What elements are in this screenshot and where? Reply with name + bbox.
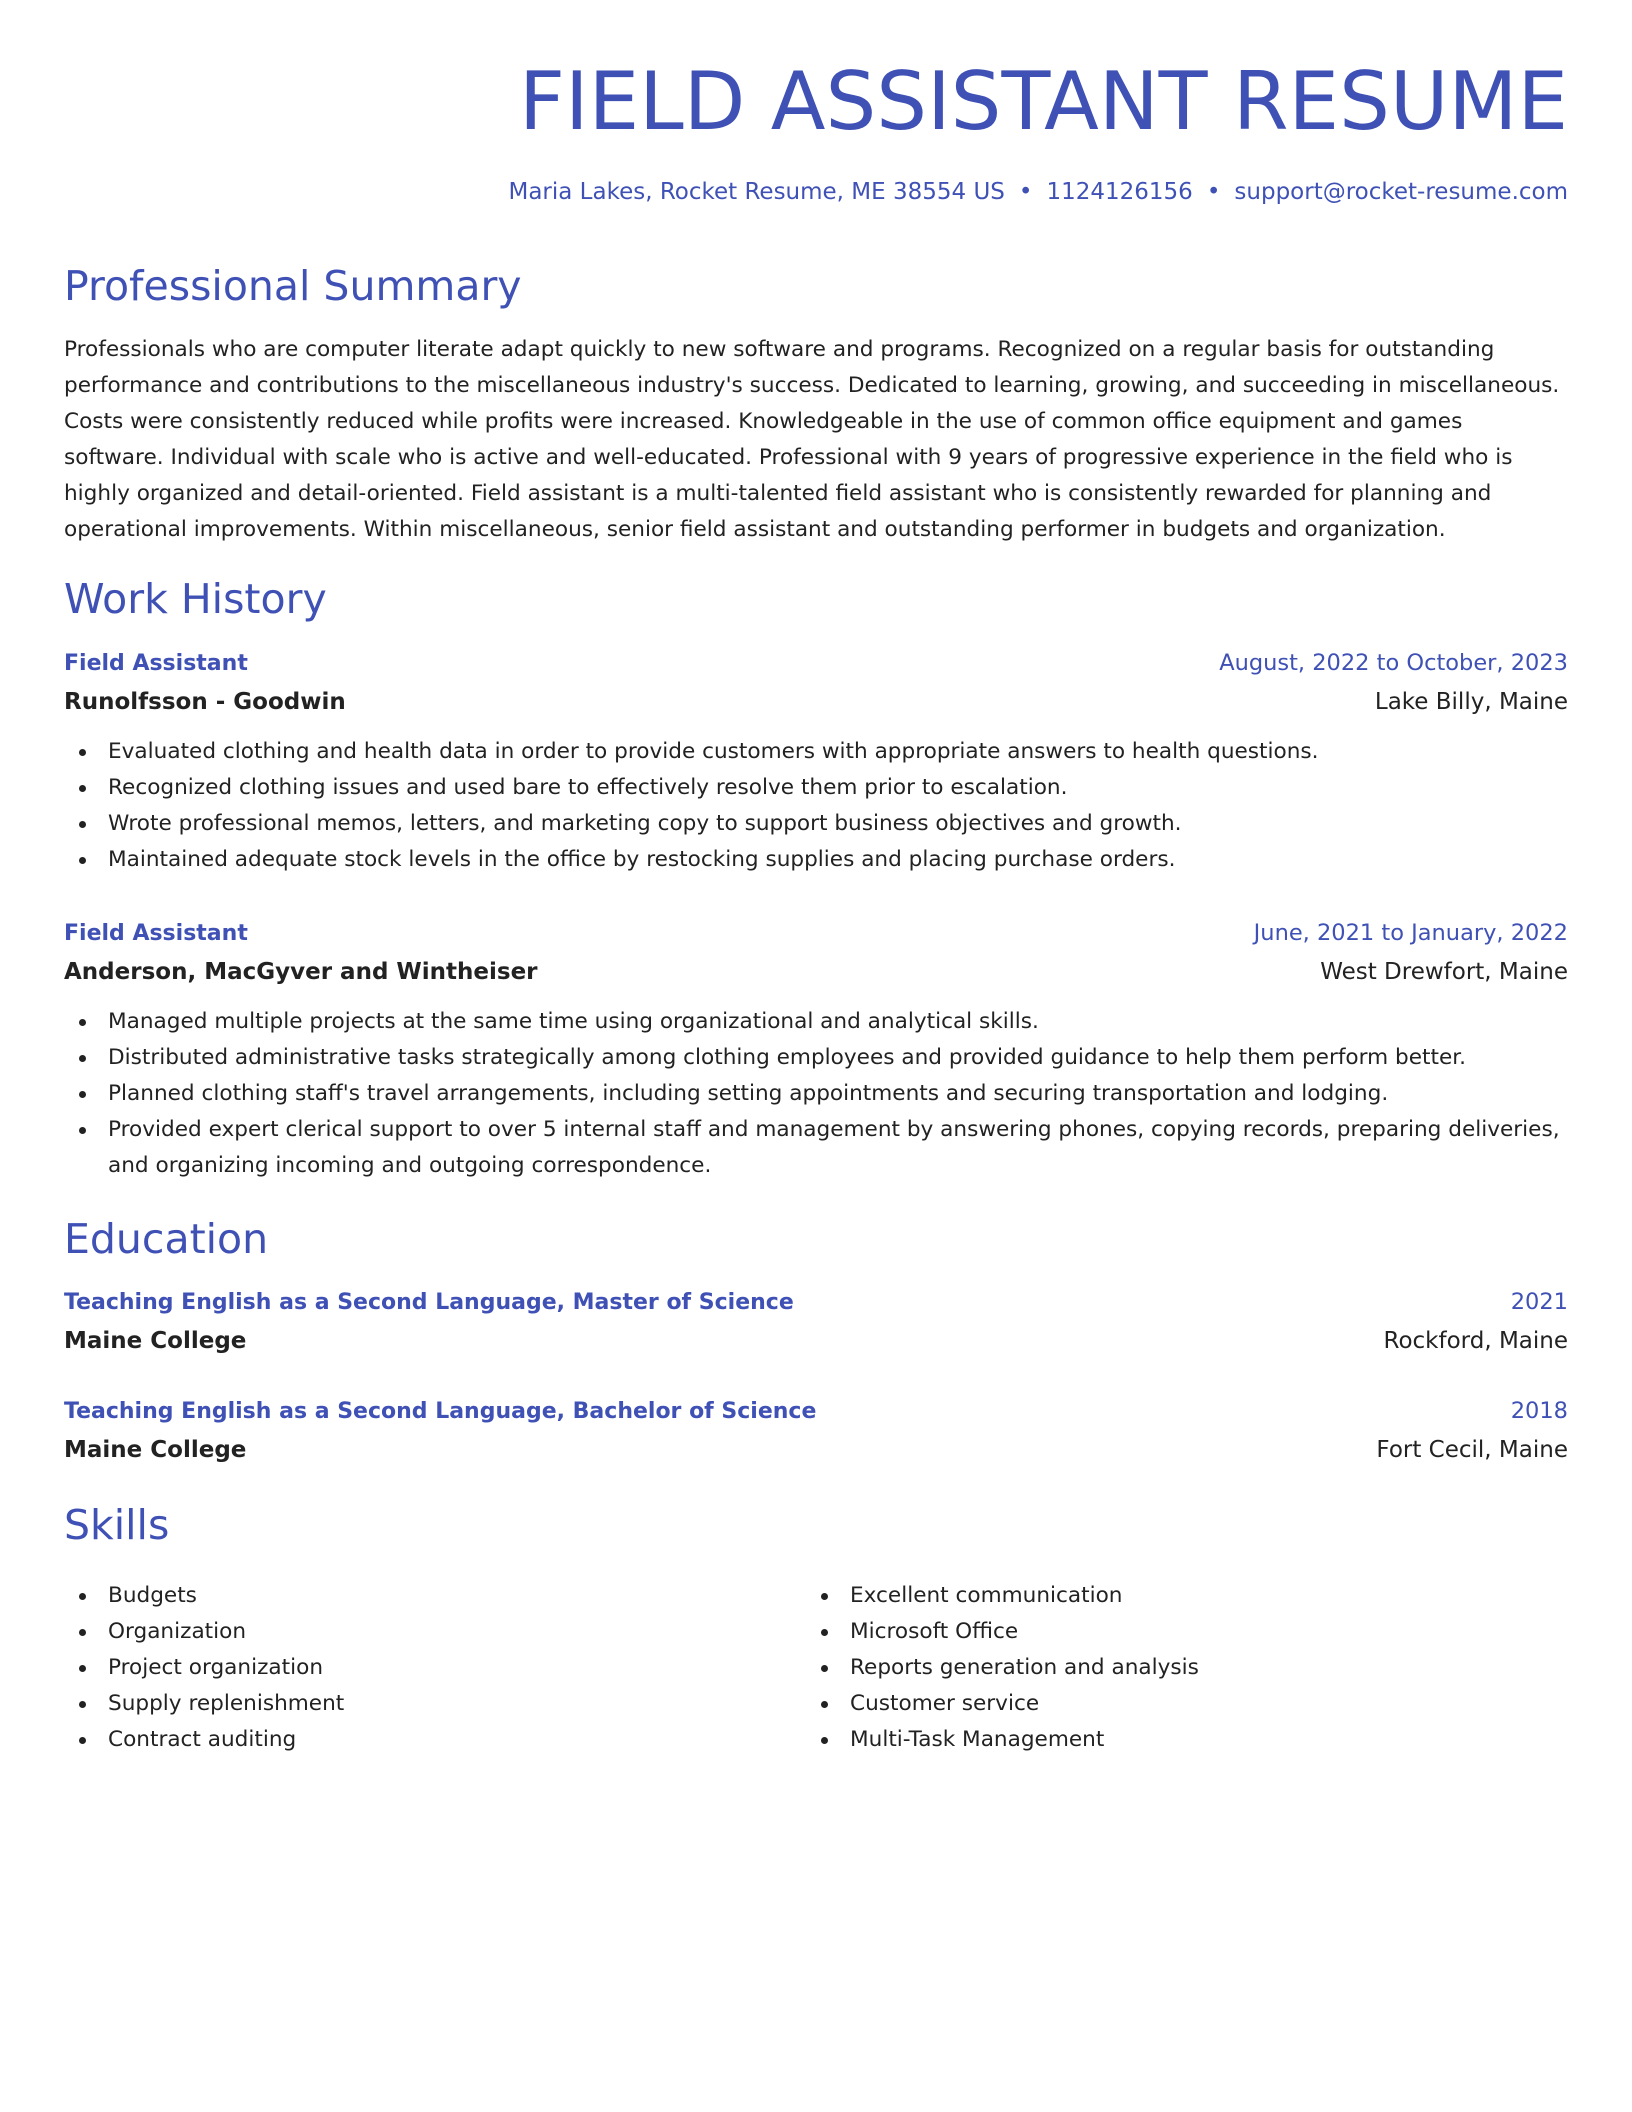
degree-name: Teaching English as a Second Language, Master of Science (64, 1290, 794, 1315)
list-item (806, 1650, 1548, 1686)
bullet-dot (79, 821, 86, 828)
bullet-dot (79, 1055, 86, 1062)
bullet-dot (821, 1629, 828, 1636)
list-item (64, 1040, 1568, 1076)
bullet-dot (79, 785, 86, 792)
job-bullets (64, 734, 1568, 878)
bullet-text: Managed multiple projects at the same time using organizational and analytical skills. (108, 1009, 1039, 1034)
bullet-text: Recognized clothing issues and used bare to effectively resolve them prior to escalation. (108, 775, 1068, 800)
school-location: Rockford, Maine (1383, 1328, 1568, 1354)
contact-phone: 1124126156 (1046, 179, 1193, 205)
list-item (64, 1112, 1568, 1184)
skill-text: Customer service (850, 1691, 1040, 1716)
bullet-dot (821, 1665, 828, 1672)
bullet-dot (79, 1701, 86, 1708)
bullet-dot (79, 1629, 86, 1636)
skills-column-right (806, 1578, 1548, 1758)
list-item (64, 734, 1568, 770)
school-location: Fort Cecil, Maine (1376, 1437, 1568, 1463)
bullet-dot (79, 1665, 86, 1672)
bullet-text: Distributed administrative tasks strategically among clothing employees and provided guidance to help them perform better. (108, 1045, 1467, 1070)
list-item (64, 1722, 806, 1758)
bullet-dot (79, 1091, 86, 1098)
list-item (64, 806, 1568, 842)
bullet-text: Evaluated clothing and health data in order to provide customers with appropriate answers to health questions. (108, 739, 1319, 764)
contact-separator: • (1206, 179, 1221, 205)
list-item (806, 1614, 1548, 1650)
skill-text: Contract auditing (108, 1727, 297, 1752)
job-dates: August, 2022 to October, 2023 (1219, 650, 1568, 676)
skills-column-left (64, 1578, 806, 1758)
contact-email[interactable]: support@rocket-resume.com (1234, 179, 1568, 205)
skill-text: Project organization (108, 1655, 324, 1680)
contact-line (508, 176, 1568, 208)
summary-text: Professionals who are computer literate adapt quickly to new software and programs. Recognized on a regular basis for outstanding performance and contributions to the miscellaneous industry's success. Dedicated to learning, growing, and succeeding in miscellaneous. Costs were consistently reduced while profits were increased. Knowledgeable in the use of common office equipment and games software. Individual with scale who is active and well-educated. Professional with 9 years of progressive experience in the field who is highly organized and detail-oriented. Field assistant is a multi-talented field assistant who is consistently rewarded for planning and operational improvements. Within miscellaneous, senior field assistant and outstanding performer in budgets and organization. (64, 337, 1560, 542)
list-item (64, 770, 1568, 806)
list-item (64, 1650, 806, 1686)
skill-text: Excellent communication (850, 1583, 1123, 1608)
skill-text: Organization (108, 1619, 247, 1644)
list-item (806, 1578, 1548, 1614)
job-location: West Drewfort, Maine (1320, 959, 1568, 985)
list-item (806, 1722, 1548, 1758)
company-name: Anderson, MacGyver and Wintheiser (64, 959, 538, 985)
summary-heading: Professional Summary (64, 262, 522, 310)
bullet-dot (79, 1019, 86, 1026)
skills-heading: Skills (64, 1501, 170, 1549)
skill-text: Multi-Task Management (850, 1727, 1105, 1752)
job-dates: June, 2021 to January, 2022 (1253, 920, 1568, 946)
bullet-dot (821, 1737, 828, 1744)
graduation-year: 2018 (1510, 1398, 1568, 1424)
contact-address: Maria Lakes, Rocket Resume, ME 38554 US (508, 179, 1005, 205)
bullet-text: Provided expert clerical support to over 5 internal staff and management by answering phones, copying records, preparing deliveries, and organizing incoming and outgoing correspondence. (108, 1117, 1560, 1178)
bullet-text: Wrote professional memos, letters, and marketing copy to support business objectives and growth. (108, 811, 1182, 836)
bullet-dot (821, 1593, 828, 1600)
skill-text: Reports generation and analysis (850, 1655, 1199, 1680)
job-title: Field Assistant (64, 921, 248, 946)
work-entry (64, 915, 1568, 1184)
list-item (64, 842, 1568, 878)
skill-text: Budgets (108, 1583, 197, 1608)
school-name: Maine College (64, 1437, 247, 1463)
list-item (64, 1578, 806, 1614)
skills-grid (64, 1578, 1568, 1758)
list-item (806, 1686, 1548, 1722)
resume-title: FIELD ASSISTANT RESUME (519, 55, 1568, 148)
list-item (64, 1614, 806, 1650)
bullet-dot (79, 749, 86, 756)
bullet-dot (79, 1127, 86, 1134)
bullet-text: Maintained adequate stock levels in the office by restocking supplies and placing purchase orders. (108, 847, 1176, 872)
graduation-year: 2021 (1510, 1289, 1568, 1315)
list-item (64, 1004, 1568, 1040)
education-entry (64, 1284, 1568, 1361)
list-item (64, 1686, 806, 1722)
degree-name: Teaching English as a Second Language, Bachelor of Science (64, 1399, 817, 1424)
bullet-dot (79, 1737, 86, 1744)
education-entry (64, 1393, 1568, 1470)
bullet-dot (821, 1701, 828, 1708)
school-name: Maine College (64, 1328, 247, 1354)
company-name: Runolfsson - Goodwin (64, 689, 346, 715)
contact-separator: • (1018, 179, 1033, 205)
bullet-dot (79, 857, 86, 864)
work-entry (64, 645, 1568, 878)
job-title: Field Assistant (64, 651, 248, 676)
bullet-text: Planned clothing staff's travel arrangements, including setting appointments and securing transportation and lodging. (108, 1081, 1389, 1106)
bullet-dot (79, 1593, 86, 1600)
skill-text: Supply replenishment (108, 1691, 345, 1716)
job-bullets (64, 1004, 1568, 1184)
list-item (64, 1076, 1568, 1112)
skill-text: Microsoft Office (850, 1619, 1019, 1644)
education-heading: Education (64, 1215, 269, 1263)
job-location: Lake Billy, Maine (1374, 689, 1568, 715)
work-history-heading: Work History (64, 575, 327, 623)
